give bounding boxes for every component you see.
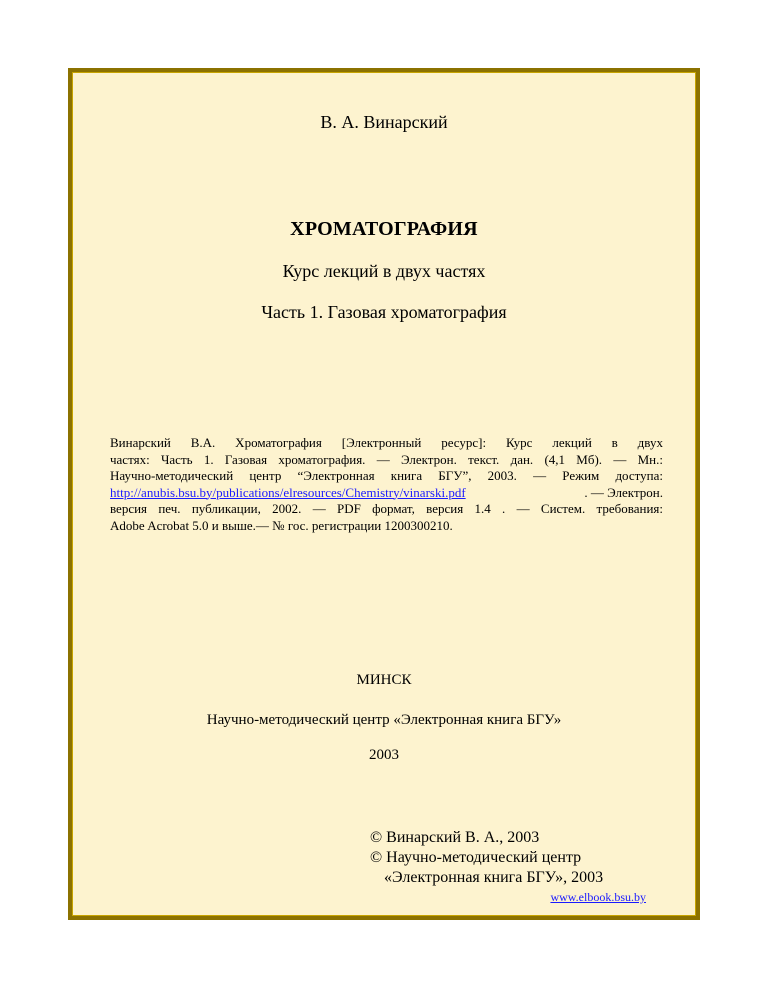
copyright-publisher-name: «Электронная книга БГУ», 2003	[384, 869, 604, 886]
biblio-line-4-tail: . — Электрон.	[584, 484, 663, 500]
biblio-line-1: Винарский В.А. Хроматография [Электронный ресурс]: Курс лекций в двух	[110, 435, 663, 450]
cover-page	[72, 72, 696, 916]
biblio-line-2: частях: Часть 1. Газовая хроматография. — Электрон. текст. дан. (4,1 Мб). — Мн.:	[110, 451, 663, 467]
website-link[interactable]: www.elbook.bsu.by	[550, 890, 646, 904]
biblio-line-6: Adobe Acrobat 5.0 и выше.— № гос. регистрации 1200300210.	[110, 517, 453, 533]
biblio-line-5: версия печ. публикации, 2002. — PDF формат, версия 1.4 . — Систем. требования:	[110, 501, 663, 516]
book-part: Часть 1. Газовая хроматография	[261, 302, 507, 322]
copyright-block	[370, 828, 603, 888]
book-subtitle: Курс лекций в двух частях	[282, 261, 486, 281]
resource-link[interactable]: http://anubis.bsu.by/publications/elresources/Chemistry/vinarski.pdf	[110, 484, 466, 500]
cover-frame	[68, 68, 700, 920]
copyright-publisher: © Научно-методический центр	[370, 849, 582, 866]
bibliographic-description	[110, 435, 663, 534]
biblio-line-4	[110, 485, 663, 502]
publisher-name: Научно-методический центр «Электронная книга БГУ»	[206, 712, 562, 728]
publication-city: МИНСК	[356, 672, 412, 688]
publication-year: 2003	[369, 747, 399, 763]
book-title: ХРОМАТОГРАФИЯ	[290, 218, 478, 240]
biblio-line-3: Научно-методический центр “Электронная книга БГУ”, 2003. — Режим доступа:	[110, 468, 663, 483]
copyright-author: © Винарский В. А., 2003	[370, 829, 540, 846]
author-name: В. А. Винарский	[320, 112, 448, 132]
